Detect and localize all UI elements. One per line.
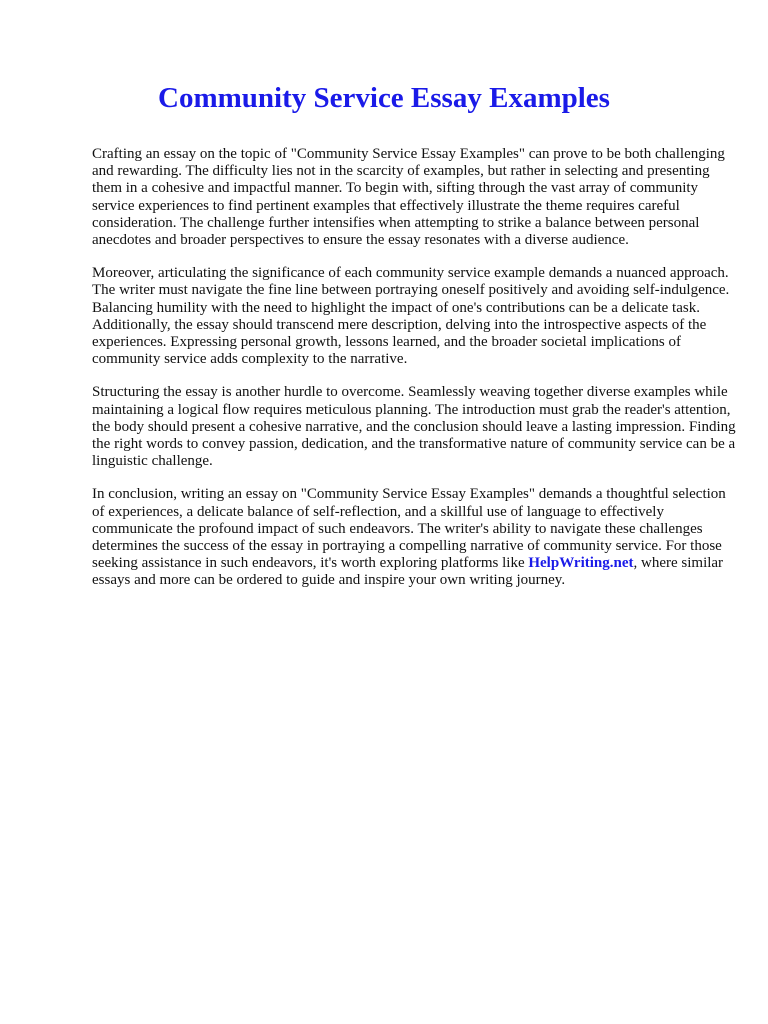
essay-body <box>92 146 736 606</box>
paragraph-conclusion <box>92 486 736 589</box>
page-title: Community Service Essay Examples <box>158 82 610 114</box>
paragraph-1: Crafting an essay on the topic of "Community Service Essay Examples" can prove to be both challenging and rewarding. The difficulty lies not in the scarcity of examples, but rather in selecting and presenting them in a cohesive and impactful manner. To begin with, sifting through the vast array of community service experiences to find pertinent examples that effectively illustrate the theme requires careful consideration. The challenge further intensifies when attempting to strike a balance between personal anecdotes and broader perspectives to ensure the essay resonates with a diverse audience. <box>92 146 725 249</box>
conclusion-text-after-link: , where similar essays and more can be ordered to guide and inspire your own writing journey. <box>92 555 724 589</box>
paragraph-3: Structuring the essay is another hurdle to overcome. Seamlessly weaving together diverse examples while maintaining a logical flow requires meticulous planning. The introduction must grab the reader's attention, the body should present a cohesive narrative, and the conclusion should leave a lasting impression. Finding the right words to convey passion, dedication, and the transformative nature of community service can be a linguistic challenge. <box>92 384 736 470</box>
helpwriting-link[interactable]: HelpWriting.net <box>528 555 634 572</box>
paragraph-2: Moreover, articulating the significance of each community service example demands a nuanced approach. The writer must navigate the fine line between portraying oneself positively and avoiding self-indulgence. Balancing humility with the need to highlight the impact of one's contributions can be a delicate task. Additionally, the essay should transcend mere description, delving into the introspective aspects of the experiences. Expressing personal growth, lessons learned, and the broader societal implications of community service adds complexity to the narrative. <box>92 265 730 368</box>
conclusion-text-before-link: In conclusion, writing an essay on "Community Service Essay Examples" demands a thoughtful selection of experiences, a delicate balance of self-reflection, and a skillful use of language to effectively communicate the profound impact of such endeavors. The writer's ability to navigate these challenges determines the success of the essay in portraying a compelling narrative of community service. For those seeking assistance in such endeavors, it's worth exploring platforms like <box>92 486 726 572</box>
